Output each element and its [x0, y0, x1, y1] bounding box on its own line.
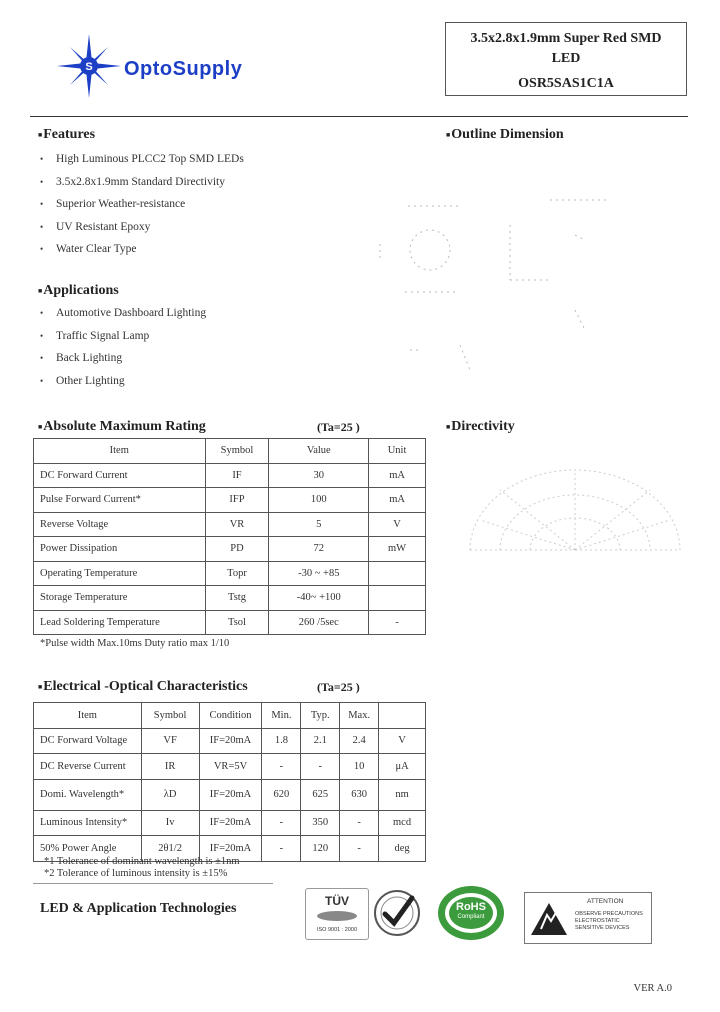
col-header: Item [34, 439, 206, 464]
cell: 120 [301, 836, 340, 862]
cell: Tsol [205, 610, 269, 635]
absolute-max-table [33, 438, 426, 635]
company-logo [52, 34, 282, 98]
cell: mcd [379, 810, 426, 836]
col-header: Max. [340, 703, 379, 729]
list-item: • Superior Weather-resistance [40, 195, 244, 218]
cell: nm [379, 779, 426, 810]
cell: 5 [269, 512, 369, 537]
list-item: • High Luminous PLCC2 Top SMD LEDs [40, 150, 244, 173]
tuv-oval-icon [317, 911, 357, 921]
directivity-heading: ■ Directivity [446, 419, 515, 435]
cell: IF [205, 463, 269, 488]
col-header: Symbol [205, 439, 269, 464]
cell [369, 586, 426, 611]
product-title-line2: LED [551, 51, 581, 66]
col-header: Condition [199, 703, 262, 729]
cell: - [262, 836, 301, 862]
table-row [34, 610, 426, 635]
applications-list [40, 304, 206, 394]
outline-drawing [360, 180, 690, 380]
cell: 1.8 [262, 728, 301, 754]
cell: 2.1 [301, 728, 340, 754]
cell: IR [141, 754, 199, 780]
table-row [34, 810, 426, 836]
footer-divider [33, 883, 273, 884]
list-item: • Traffic Signal Lamp [40, 327, 206, 350]
version-label: VER A.0 [633, 983, 672, 994]
cell: deg [379, 836, 426, 862]
cell: mW [369, 537, 426, 562]
eo-note-2: *2 Tolerance of luminous intensity is ±15% [44, 868, 228, 879]
list-item: • Water Clear Type [40, 240, 244, 263]
esd-line: OBSERVE PRECAUTIONS [575, 911, 643, 917]
col-header: Typ. [301, 703, 340, 729]
checkmark-seal-icon [372, 888, 422, 938]
product-title: 3.5x2.8x1.9mm Super Red SMD [470, 31, 662, 46]
cell: V [369, 512, 426, 537]
cell: - [369, 610, 426, 635]
cell: VF [141, 728, 199, 754]
cell: IF=20mA [199, 810, 262, 836]
cell: Topr [205, 561, 269, 586]
cell: Luminous Intensity* [34, 810, 142, 836]
col-header: Item [34, 703, 142, 729]
cell: Reverse Voltage [34, 512, 206, 537]
col-header: Value [269, 439, 369, 464]
cell: DC Forward Current [34, 463, 206, 488]
cell: Operating Temperature [34, 561, 206, 586]
col-header: Symbol [141, 703, 199, 729]
star-logo-icon [52, 34, 122, 98]
cell: Storage Temperature [34, 586, 206, 611]
cell [369, 561, 426, 586]
cell: - [340, 810, 379, 836]
table-row [34, 561, 426, 586]
cell: 625 [301, 779, 340, 810]
eo-condition: (Ta=25 ) [317, 680, 360, 694]
rohs-seal-icon [436, 884, 506, 942]
cell: Tstg [205, 586, 269, 611]
col-header [379, 703, 426, 729]
table-header-row [34, 703, 426, 729]
features-heading: ■ Features [38, 127, 95, 143]
cell: 260 /5sec [269, 610, 369, 635]
table-row [34, 586, 426, 611]
cell: 100 [269, 488, 369, 513]
esd-title: ATTENTION [587, 898, 624, 905]
cell: 30 [269, 463, 369, 488]
table-row [34, 488, 426, 513]
cell: DC Forward Voltage [34, 728, 142, 754]
col-header: Unit [369, 439, 426, 464]
cell: Domi. Wavelength* [34, 779, 142, 810]
cell: - [301, 754, 340, 780]
cell: Pulse Forward Current* [34, 488, 206, 513]
table-row [34, 754, 426, 780]
absolute-max-condition: (Ta=25 ) [317, 420, 360, 434]
logo-text: OptoSupply [124, 58, 243, 80]
table-row [34, 537, 426, 562]
directivity-diagram [460, 460, 690, 580]
table-row [34, 779, 426, 810]
tuv-text: TÜV [325, 894, 349, 908]
outline-heading: ■ Outline Dimension [446, 127, 564, 143]
cell: IFP [205, 488, 269, 513]
cell: V [379, 728, 426, 754]
cell: μA [379, 754, 426, 780]
list-item: • 3.5x2.8x1.9mm Standard Directivity [40, 173, 244, 196]
title-box [445, 22, 687, 96]
iso-text: ISO 9001 : 2000 [316, 927, 358, 933]
table-row [34, 512, 426, 537]
tuv-badge [305, 888, 369, 940]
cell: 350 [301, 810, 340, 836]
rohs-badge [436, 884, 506, 942]
cell: IF=20mA [199, 836, 262, 862]
cell: mA [369, 463, 426, 488]
cell: 2.4 [340, 728, 379, 754]
cell: 50% Power Angle [34, 836, 142, 862]
company-tagline: LED & Application Technologies [40, 901, 237, 916]
esd-text [575, 911, 643, 932]
esd-badge [524, 892, 652, 944]
list-item: • Back Lighting [40, 349, 206, 372]
eo-heading: ■ Electrical -Optical Characteristics [38, 679, 248, 695]
esd-warning-icon [529, 901, 569, 937]
cell: - [340, 836, 379, 862]
cell: Lead Soldering Temperature [34, 610, 206, 635]
list-item: • Other Lighting [40, 372, 206, 395]
list-item: • Automotive Dashboard Lighting [40, 304, 206, 327]
table-row [34, 728, 426, 754]
absolute-max-note: *Pulse width Max.10ms Duty ratio max 1/10 [40, 638, 230, 649]
rohs-subtext: Compliant [457, 914, 485, 920]
applications-heading: ■ Applications [38, 283, 119, 299]
cell: Iv [141, 810, 199, 836]
cell: VR=5V [199, 754, 262, 780]
cell: Power Dissipation [34, 537, 206, 562]
compliance-badge [372, 888, 422, 938]
col-header: Min. [262, 703, 301, 729]
table-header-row [34, 439, 426, 464]
cell: 620 [262, 779, 301, 810]
cell: 2θ1/2 [141, 836, 199, 862]
cell: 630 [340, 779, 379, 810]
esd-line: ELECTROSTATIC [575, 918, 620, 924]
cell: PD [205, 537, 269, 562]
esd-line: SENSITIVE DEVICES [575, 925, 630, 931]
cell: - [262, 754, 301, 780]
cell: DC Reverse Current [34, 754, 142, 780]
cell: λD [141, 779, 199, 810]
list-item: • UV Resistant Epoxy [40, 218, 244, 241]
cell: 72 [269, 537, 369, 562]
cell: VR [205, 512, 269, 537]
cell: IF=20mA [199, 779, 262, 810]
part-number: OSR5SAS1C1A [518, 76, 614, 91]
header-divider [30, 116, 688, 117]
eo-table [33, 702, 426, 862]
cell: mA [369, 488, 426, 513]
absolute-max-heading: ■ Absolute Maximum Rating [38, 419, 206, 435]
cell: -30 ~ +85 [269, 561, 369, 586]
cell: - [262, 810, 301, 836]
cell: 10 [340, 754, 379, 780]
table-row [34, 463, 426, 488]
eo-note-1: *1 Tolerance of dominant wavelength is ±1nm [44, 856, 240, 867]
features-list [40, 150, 244, 263]
cell: -40~ +100 [269, 586, 369, 611]
rohs-text: RoHS [456, 901, 486, 913]
cell: IF=20mA [199, 728, 262, 754]
svg-text:S: S [85, 61, 93, 73]
